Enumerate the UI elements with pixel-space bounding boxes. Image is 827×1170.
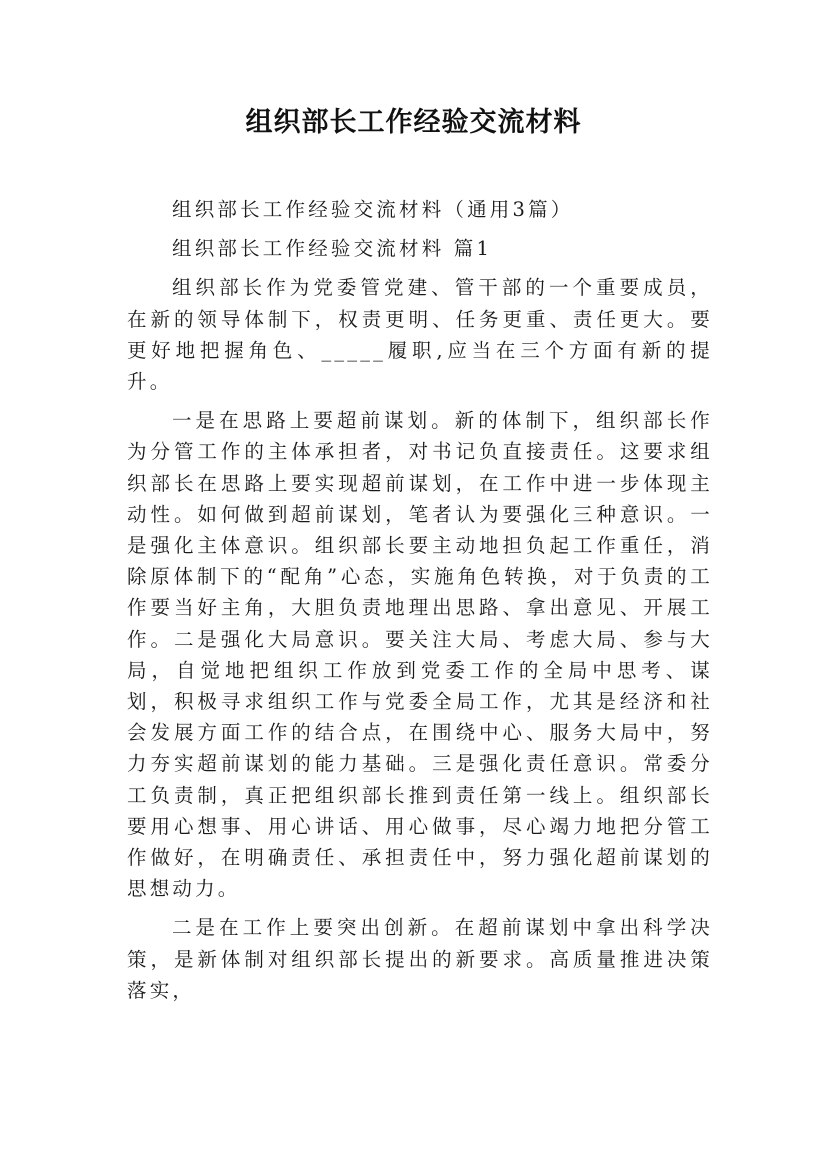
document-body [127, 194, 713, 1014]
body-paragraph-1: 一是在思路上要超前谋划。新的体制下，组织部长作为分管工作的主体承担者，对书记负直接责任。这要求组织部长在思路上要实现超前谋划，在工作中进一步体现主动性。如何做到超前谋划，笔者认为要强化三种意识。一是强化主体意识。组织部长要主动地担负起工作重任，消除原体制下的“配角”心态，实施角色转换，对于负责的工作要当好主角，大胆负责地理出思路、拿出意见、开展工作。二是强化大局意识。要关注大局、考虑大局、参与大局，自觉地把组织工作放到党委工作的全局中思考、谋划，积极寻求组织工作与党委全局工作，尤其是经济和社会发展方面工作的结合点，在围绕中心、服务大局中，努力夯实超前谋划的能力基础。三是强化责任意识。常委分工负责制，真正把组织部长推到责任第一线上。组织部长要用心想事、用心讲话、用心做事，尽心竭力地把分管工作做好，在明确责任、承担责任中，努力强化超前谋划的思想动力。 [127, 409, 713, 901]
section-heading-paragraph: 组织部长工作经验交流材料 篇1 [172, 237, 493, 261]
document-title: 组织部长工作经验交流材料 [245, 107, 582, 138]
subtitle-paragraph: 组织部长工作经验交流材料（通用3篇） [172, 198, 574, 221]
body-paragraph-2: 二是在工作上要突出创新。在超前谋划中拿出科学决策，是新体制对组织部长提出的新要求。高质量推进决策落实， [127, 916, 713, 1002]
intro-paragraph: 组织部长作为党委管党建、管干部的一个重要成员，在新的领导体制下，权责更明、任务更重、责任更大。要更好地把握角色、_____履职,应当在三个方面有新的提升。 [127, 276, 713, 394]
